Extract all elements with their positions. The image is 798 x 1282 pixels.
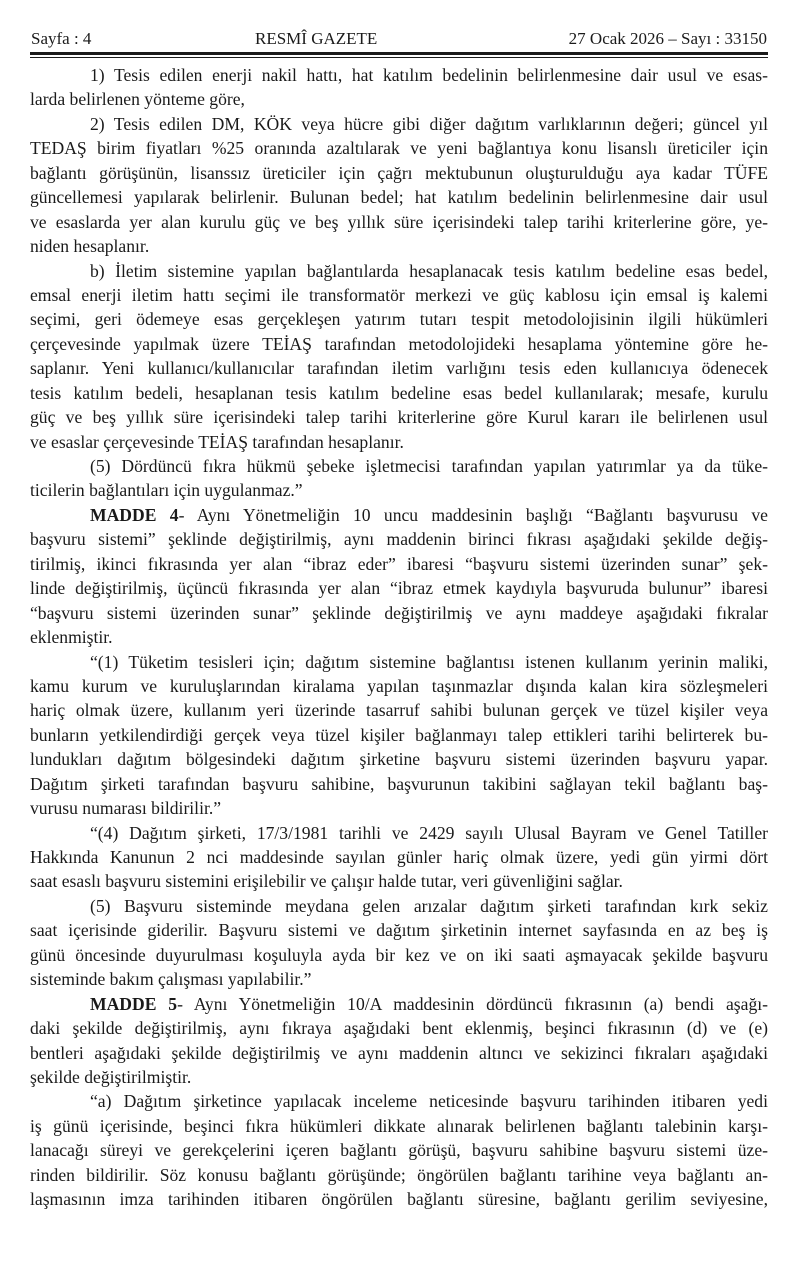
line-text: niden hesaplanır.	[30, 236, 150, 257]
header-rule-thin	[30, 57, 768, 58]
line-text: ve esaslarda yer alan kurulu güç ve beş yıllık süre içerisindeki talep tarihi kriterlerine göre, ye-	[30, 211, 768, 232]
line-text: “başvuru sistemi üzerinden sunar” şeklinde değiştirilmiş ve aynı maddeye aşağıdaki fıkralar	[30, 602, 768, 623]
text-line	[30, 1065, 768, 1089]
line-text: - Aynı Yönetmeliğin 10 uncu maddesinin başlığı “Bağlantı başvurusu ve	[178, 504, 768, 525]
text-line	[30, 1187, 768, 1211]
line-text: hariç olmak üzere, kullanım yeri üzerinde tasarruf sahibi bulunan gerçek ve tüzel kişiler veya	[30, 700, 768, 721]
line-text: larda belirlenen yönteme göre,	[30, 89, 245, 110]
line-text: bunların yetkilendirdiği gerçek veya tüzel kişiler bağlanmayı talep ettikleri tarihi belirterek bu-	[30, 724, 768, 745]
line-text: “(1) Tüketim tesisleri için; dağıtım sistemine bağlantısı istenen kullanım yerinin maliki,	[90, 651, 768, 672]
text-line	[30, 625, 768, 649]
line-text: eklenmiştir.	[30, 627, 113, 648]
line-text: TEDAŞ birim fiyatları %25 oranında azaltılarak ve yeni bağlantıya konu lisanslı üreticiler için	[30, 138, 768, 159]
gazette-title: RESMÎ GAZETE	[255, 29, 378, 48]
line-text: güç ve beş yıllık süre içerisindeki talep tarihi kriterlerine göre Kurul kararı ile belirlenen usul	[30, 407, 768, 428]
line-text: çerçevesinde yapılmak üzere TEİAŞ tarafından metodolojideki hesaplama yöntemine göre he-	[30, 333, 768, 354]
line-text: güncellemesi yapılarak belirlenir. Bulunan bedel; hat katılım bedelinin belirlenmesine dair usul	[30, 187, 768, 208]
text-line	[30, 527, 768, 551]
line-text: - Aynı Yönetmeliğin 10/A maddesinin dördüncü fıkrasının (a) bendi aşağı-	[177, 993, 768, 1014]
line-text: “a) Dağıtım şirketince yapılacak inceleme neticesinde başvuru tarihinden itibaren yedi	[90, 1091, 768, 1112]
line-text: emsal enerji iletim hattı seçimi ile transformatör merkezi ve güç kablosu için emsal iş kalemi	[30, 284, 768, 305]
issue-date-number: 27 Ocak 2026 – Sayı : 33150	[568, 29, 767, 48]
text-line	[30, 210, 768, 234]
line-text: başvuru sistemi” şeklinde değiştirilmiş, aynı maddenin birinci fıkrası aşağıdaki şekilde değiş-	[30, 529, 768, 550]
text-line	[30, 943, 768, 967]
line-text: sisteminde bakım çalışması yapılabilir.”	[30, 969, 312, 990]
text-line	[30, 430, 768, 454]
line-text: laşmasının imza tarihinden itibaren öngörülen bağlantı süresine, bağlantı gerilim seviyesine,	[30, 1189, 768, 1210]
line-text: vurusu numarası bildirilir.”	[30, 798, 222, 819]
line-text: daki şekilde değiştirilmiş, aynı fıkraya aşağıdaki bent eklenmiş, beşinci fıkrasının (d) ve (e)	[30, 1018, 768, 1039]
paragraph	[30, 650, 768, 821]
text-line	[30, 552, 768, 576]
text-line	[30, 503, 768, 527]
line-text: 1) Tesis edilen enerji nakil hattı, hat katılım bedelinin belirlenmesine dair usul ve esas-	[90, 65, 768, 85]
text-line	[30, 356, 768, 380]
line-text: ve esaslar çerçevesinde TEİAŞ tarafından hesaplanır.	[30, 431, 404, 452]
text-line	[30, 821, 768, 845]
line-text: ticilerin bağlantıları için uygulanmaz.”	[30, 480, 303, 501]
line-text: “(4) Dağıtım şirketi, 17/3/1981 tarihli ve 2429 sayılı Ulusal Bayram ve Genel Tatiller	[90, 822, 768, 843]
text-line	[30, 723, 768, 747]
text-line	[30, 894, 768, 918]
text-line	[30, 307, 768, 331]
line-text: lundukları dağıtım bölgesindeki dağıtım şirketine başvuru sistemi üzerinden başvuru yapar.	[30, 749, 768, 770]
line-text: 2) Tesis edilen DM, KÖK veya hücre gibi diğer dağıtım varlıklarının değeri; güncel yıl	[90, 113, 768, 134]
text-line	[30, 796, 768, 820]
text-line	[30, 185, 768, 209]
article-label: MADDE 4	[90, 504, 179, 525]
text-line	[30, 87, 768, 111]
line-text: (5) Başvuru sisteminde meydana gelen arızalar dağıtım şirketi tarafından kırk sekiz	[90, 895, 768, 916]
text-line	[30, 698, 768, 722]
line-text: iş günü içerisinde, beşinci fıkra hükümleri dikkate alınarak belirlenen bağlantı talebinin karşı-	[30, 1115, 768, 1136]
line-text: saat içerisinde giderilir. Başvuru sistemi ve dağıtım şirketinin internet sayfasında en az beş iş	[30, 920, 768, 941]
text-line	[30, 674, 768, 698]
line-text: linde değiştirilmiş, üçüncü fıkrasında yer alan “ibraz etmek kaydıyla başvuruda bulunur” ibaresi	[30, 578, 768, 599]
text-line	[30, 576, 768, 600]
text-line	[30, 381, 768, 405]
text-line	[30, 1016, 768, 1040]
text-line	[30, 869, 768, 893]
text-line	[30, 332, 768, 356]
text-line	[30, 259, 768, 283]
line-text: bentleri aşağıdaki şekilde değiştirilmiş ve aynı maddenin altıncı ve sekizinci fıkraları aşağıdaki	[30, 1042, 768, 1063]
text-line	[30, 650, 768, 674]
text-line	[30, 478, 768, 502]
text-line	[30, 967, 768, 991]
line-text: seçimi, geri ödemeye esas gerçekleşen yatırım tutarı tespit metodolojisinin ilgili hükümleri	[30, 309, 768, 330]
text-line	[30, 1163, 768, 1187]
line-text: bağlantı görüşünün, lisanssız üreticiler için çağrı mektubunun oluşturulduğu aya kadar TÜFE	[30, 162, 768, 183]
text-line	[30, 845, 768, 869]
line-text: günü öncesinde duyurulması koşuluyla ayda bir kez ve on iki saati aşmayacak şekilde başvuru	[30, 944, 768, 965]
text-line	[30, 1138, 768, 1162]
paragraph	[30, 454, 768, 503]
line-text: saat esaslı başvuru sistemini erişilebilir ve çalışır halde tutar, veri güvenliğini sağlar.	[30, 871, 623, 892]
line-text: rinden bildirilir. Söz konusu bağlantı görüşünde; öngörülen bağlantı tarihine veya bağlantı an-	[30, 1164, 768, 1185]
article-paragraph	[30, 503, 768, 650]
text-line	[30, 234, 768, 258]
paragraph	[30, 894, 768, 992]
paragraph	[30, 112, 768, 259]
text-line	[30, 161, 768, 185]
document-body	[30, 63, 768, 1212]
header-rule-thick	[30, 52, 768, 55]
text-line	[30, 747, 768, 771]
text-line	[30, 1041, 768, 1065]
text-line	[30, 405, 768, 429]
line-text: kamu kurum ve kuruluşlarından kiralama yapılan taşınmazlar dışında kalan kira sözleşmeleri	[30, 675, 768, 696]
line-text: şekilde değiştirilmiştir.	[30, 1066, 192, 1087]
page-number: Sayfa : 4	[31, 29, 92, 48]
text-line	[30, 1114, 768, 1138]
text-line	[30, 283, 768, 307]
article-paragraph	[30, 992, 768, 1090]
text-line	[30, 1089, 768, 1113]
line-text: tesis katılım bedeli, hesaplanan tesis katılım bedeline esas bedel kullanılarak; mesafe, kurulu	[30, 382, 768, 403]
line-text: Hakkında Kanunun 2 nci maddesinde sayılan günler hariç olmak üzere, yedi gün yirmi dört	[30, 847, 768, 867]
text-line	[30, 992, 768, 1016]
article-label: MADDE 5	[90, 993, 178, 1014]
paragraph	[30, 1089, 768, 1211]
text-line	[30, 918, 768, 942]
paragraph	[30, 259, 768, 455]
line-text: tirilmiş, ikinci fıkrasında yer alan “ibraz eder” ibaresi “başvuru sistemi üzerinden sunar” şek-	[30, 553, 768, 574]
text-line	[30, 772, 768, 796]
line-text: Dağıtım şirketi tarafından başvuru sahibine, başvurunun takibini sağlayan tekil bağlantı baş-	[30, 773, 768, 794]
text-line	[30, 601, 768, 625]
text-line	[30, 454, 768, 478]
paragraph	[30, 63, 768, 112]
line-text: saplanır. Yeni kullanıcı/kullanıcılar tarafından iletim varlığını tesis eden kullanıcıya ödenecek	[30, 358, 768, 379]
line-text: b) İletim sistemine yapılan bağlantılarda hesaplanacak tesis katılım bedeline esas bedel,	[90, 260, 768, 281]
line-text: lanacağı süreyi ve gerekçelerini içeren bağlantı görüşü, başvuru sahibine başvuru sistemi üze-	[30, 1140, 768, 1161]
text-line	[30, 136, 768, 160]
text-line	[30, 112, 768, 136]
paragraph	[30, 821, 768, 894]
text-line	[30, 63, 768, 87]
line-text: (5) Dördüncü fıkra hükmü şebeke işletmecisi tarafından yapılan yatırımlar ya da tüke-	[90, 456, 768, 476]
